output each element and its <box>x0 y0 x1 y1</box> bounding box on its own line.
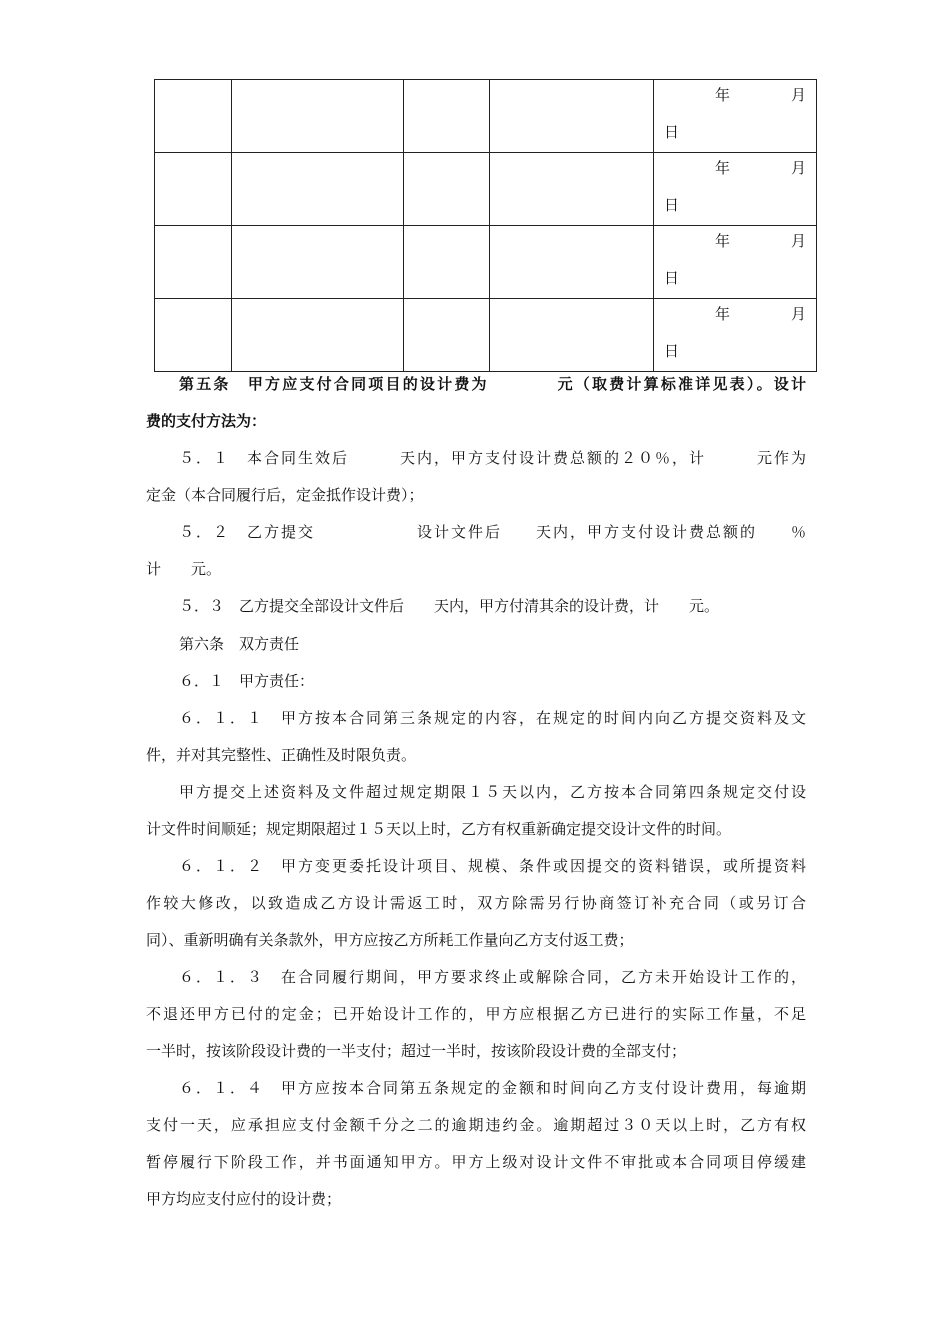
clause-6-1-1-cont: 件，并对其完整性、正确性及时限负责。 <box>146 746 417 764</box>
table-cell <box>155 226 232 299</box>
year-label: 年 <box>715 159 731 177</box>
clause-6-1: ６．１ 甲方责任： <box>179 672 315 690</box>
table-cell <box>404 226 490 299</box>
clause-5-2-cont: 计 元。 <box>146 560 222 578</box>
clause-6-1-4-cont: 甲方均应支付应付的设计费； <box>146 1190 342 1208</box>
clause-6-1-3-cont: 一半时，按该阶段设计费的一半支付；超过一半时，按该阶段设计费的全部支付； <box>146 1042 687 1060</box>
day-label: 日 <box>664 123 680 141</box>
table-cell <box>490 80 654 153</box>
table-row <box>155 299 817 372</box>
day-label: 日 <box>664 342 680 360</box>
clause-6-1-2-cont: 作较大修改，以致造成乙方设计需返工时，双方除需另行协商签订补充合同（或另订合 <box>146 894 806 912</box>
schedule-table <box>154 79 817 372</box>
clause-6-1-4-cont: 暂停履行下阶段工作，并书面通知甲方。甲方上级对设计文件不审批或本合同项目停缓建 <box>146 1153 806 1171</box>
late-submission-paragraph: 甲方提交上述资料及文件超过规定期限１５天以内，乙方按本合同第四条规定交付设 <box>179 783 806 801</box>
table-cell <box>490 299 654 372</box>
clause-6-1-2-cont: 同）、重新明确有关条款外，甲方应按乙方所耗工作量向乙方支付返工费； <box>146 931 634 949</box>
clause-6-1-3-cont: 不退还甲方已付的定金；已开始设计工作的，甲方应根据乙方已进行的实际工作量，不足 <box>146 1005 806 1023</box>
month-label: 月 <box>790 232 806 250</box>
clause-5-2: ５．２ 乙方提交 设计文件后 天内，甲方支付设计费总额的 ％ <box>179 523 806 541</box>
date-cell <box>654 299 817 372</box>
clause-6-1-2: ６．１．２ 甲方变更委托设计项目、规模、条件或因提交的资料错误，或所提资料 <box>179 857 806 875</box>
table-cell <box>404 80 490 153</box>
table-cell <box>232 153 404 226</box>
table-cell <box>404 153 490 226</box>
clause-6-1-4: ６．１．４ 甲方应按本合同第五条规定的金额和时间向乙方支付设计费用，每逾期 <box>179 1079 806 1097</box>
article-5-heading: 第五条 甲方应支付合同项目的设计费为 元（取费计算标准详见表）。设计 <box>179 375 806 393</box>
table-cell <box>232 226 404 299</box>
date-cell <box>654 153 817 226</box>
month-label: 月 <box>790 305 806 323</box>
table-cell <box>155 153 232 226</box>
clause-6-1-3: ６．１．３ 在合同履行期间，甲方要求终止或解除合同，乙方未开始设计工作的， <box>179 968 806 986</box>
table-cell <box>490 153 654 226</box>
table-row <box>155 153 817 226</box>
late-submission-paragraph-cont: 计文件时间顺延；规定期限超过１５天以上时，乙方有权重新确定提交设计文件的时间。 <box>146 820 732 838</box>
table-row <box>155 226 817 299</box>
table-row <box>155 80 817 153</box>
table-cell <box>232 80 404 153</box>
clause-5-1: ５．１ 本合同生效后 天内，甲方支付设计费总额的２０％，计 元作为 <box>179 449 806 467</box>
day-label: 日 <box>664 196 680 214</box>
year-label: 年 <box>715 305 731 323</box>
article-6-heading: 第六条 双方责任 <box>179 635 300 653</box>
table-cell <box>490 226 654 299</box>
year-label: 年 <box>715 232 731 250</box>
day-label: 日 <box>664 269 680 287</box>
article-5-heading-cont: 费的支付方法为： <box>146 412 267 430</box>
clause-5-3: ５．３ 乙方提交全部设计文件后 天内，甲方付清其余的设计费，计 元。 <box>179 597 720 615</box>
month-label: 月 <box>790 159 806 177</box>
table-cell <box>155 80 232 153</box>
year-label: 年 <box>715 86 731 104</box>
month-label: 月 <box>790 86 806 104</box>
date-cell <box>654 80 817 153</box>
table-cell <box>232 299 404 372</box>
clause-5-1-cont: 定金（本合同履行后，定金抵作设计费）； <box>146 486 424 504</box>
clause-6-1-1: ６．１．１ 甲方按本合同第三条规定的内容，在规定的时间内向乙方提交资料及文 <box>179 709 806 727</box>
date-cell <box>654 226 817 299</box>
table-cell <box>155 299 232 372</box>
table-cell <box>404 299 490 372</box>
clause-6-1-4-cont: 支付一天，应承担应支付金额千分之二的逾期违约金。逾期超过３０天以上时，乙方有权 <box>146 1116 806 1134</box>
